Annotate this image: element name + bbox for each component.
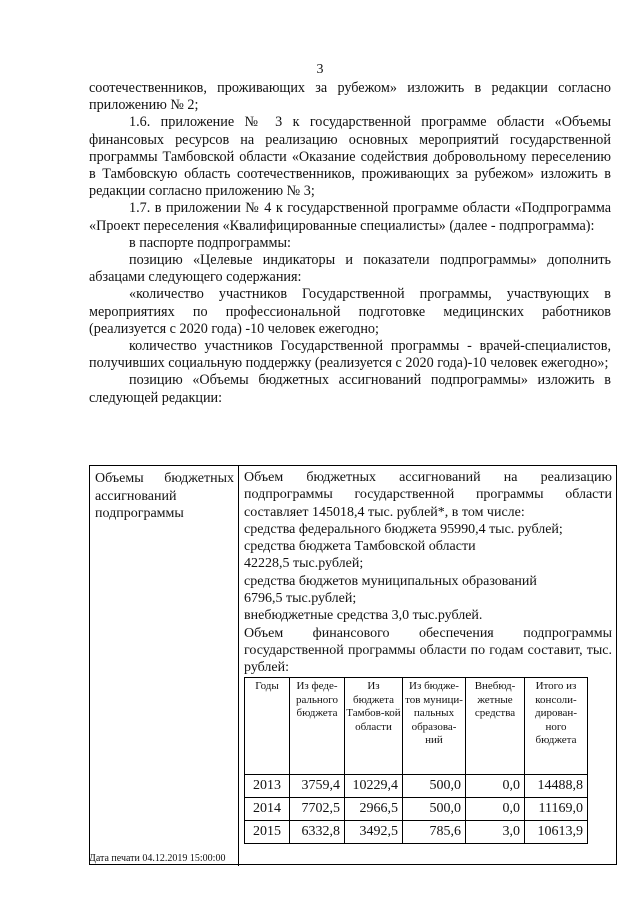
table-cell: 3759,4 [290, 775, 345, 798]
col-header-total: Итого из консоли-дирован-ного бюджета [525, 678, 588, 775]
col-header-regional: Из бюджета Тамбов-кой области [345, 678, 403, 775]
col-header-municipal: Из бюдже-тов муници-пальных образова-ний [403, 678, 466, 775]
col-header-federal: Из феде-рального бюджета [290, 678, 345, 775]
passport-line: внебюджетные средства 3,0 тыс.рублей. [244, 608, 483, 624]
table-cell: 14488,8 [525, 775, 588, 798]
passport-line: 6796,5 тыс.рублей; [244, 591, 357, 607]
paragraph: соотечественников, проживающих за рубежом» изложить в редакции согласно приложению № 2; [89, 80, 611, 114]
table-cell: 11169,0 [525, 798, 588, 821]
table-cell: 2966,5 [345, 798, 403, 821]
table-cell: 500,0 [403, 798, 466, 821]
table-cell: 2013 [245, 775, 290, 798]
paragraph: позицию «Объемы бюджетных ассигнований подпрограммы» изложить в следующей редакции: [89, 372, 611, 406]
table-cell: 7702,5 [290, 798, 345, 821]
paragraph: позицию «Целевые индикаторы и показатели подпрограммы» дополнить абзацами следующего содержания: [89, 252, 611, 286]
table-cell: 3,0 [466, 821, 525, 844]
table-cell: 0,0 [466, 775, 525, 798]
financing-table [244, 677, 588, 844]
table-cell: 500,0 [403, 775, 466, 798]
paragraph: в паспорте подпрограммы: [129, 234, 291, 251]
passport-value-cell [240, 466, 616, 677]
table-cell: 0,0 [466, 798, 525, 821]
table-row [245, 821, 588, 844]
table-cell: 2015 [245, 821, 290, 844]
paragraph: количество участников Государственной программы - врачей-специалистов, получивших социальную поддержку (реализуется с 2020 года)-10 человек ежегодно»; [89, 338, 611, 372]
document-body [89, 80, 611, 407]
passport-label-cell: Объемы бюджетных ассигнований подпрограммы [90, 466, 239, 866]
paragraph: «количество участников Государственной программы, участвующих в мероприятиях по профессиональной подготовке медицинских работников (реализуется с 2020 года) -10 человек ежегодно; [89, 286, 611, 337]
table-cell: 785,6 [403, 821, 466, 844]
passport-line: Объем бюджетных ассигнований на реализацию подпрограммы государственной программы области составляет 145018,4 тыс. рублей*, в том числе: [244, 470, 612, 520]
passport-line: средства бюджетов муниципальных образований [244, 573, 537, 589]
passport-line: Объем финансового обеспечения подпрограммы государственной программы области по годам составит, тыс. рублей: [244, 625, 612, 676]
table-cell: 3492,5 [345, 821, 403, 844]
col-header-years: Годы [245, 678, 290, 775]
table-cell: 10613,9 [525, 821, 588, 844]
print-date: Дата печати 04.12.2019 15:00:00 [89, 853, 226, 864]
paragraph: 1.7. в приложении № 4 к государственной программе области «Подпрограмма «Проект переселения «Квалифицированные специалисты» (далее - подпрограмма): [89, 200, 611, 234]
table-cell: 10229,4 [345, 775, 403, 798]
paragraph: 1.6. приложение № 3 к государственной программе области «Объемы финансовых ресурсов на реализацию основных мероприятий государственной программы Тамбовской области «Оказание содействия добровольному переселению в Тамбовскую область соотечественников, проживающих за рубежом» изложить в редакции согласно приложению № 3; [89, 114, 611, 200]
passport-line: средства федерального бюджета 95990,4 тыс. рублей; [244, 521, 563, 537]
table-cell: 6332,8 [290, 821, 345, 844]
passport-line: 42228,5 тыс.рублей; [244, 556, 364, 572]
col-header-extrabudget: Внебюд-жетные средства [466, 678, 525, 775]
table-cell: 2014 [245, 798, 290, 821]
page-number: 3 [316, 62, 324, 77]
passport-line: средства бюджета Тамбовской области [244, 539, 476, 555]
table-row [245, 798, 588, 821]
financing-table-header [245, 678, 588, 775]
table-row [245, 775, 588, 798]
